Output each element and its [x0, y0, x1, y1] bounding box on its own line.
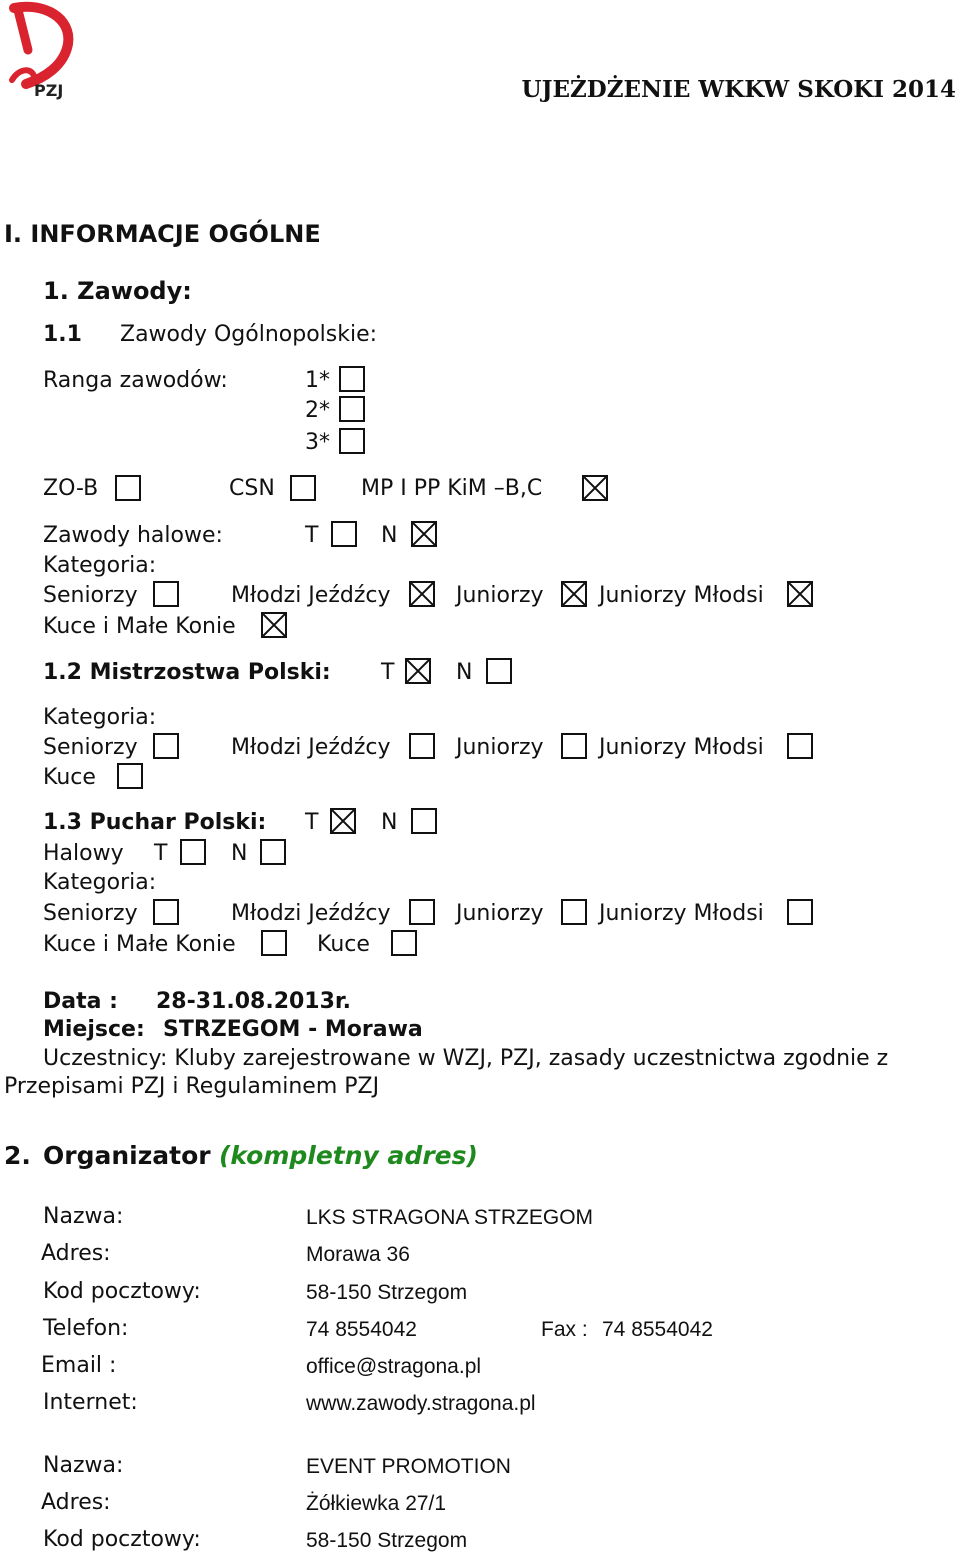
k1-jm-label: Juniorzy Młodsi — [599, 583, 764, 608]
ranga-label: Ranga zawodów: — [43, 368, 228, 393]
org1-fax-label: Fax : — [541, 1318, 588, 1341]
org1-internet-label: Internet: — [43, 1390, 138, 1415]
data-value: 28-31.08.2013r. — [156, 989, 351, 1014]
typ-zob-checkbox[interactable] — [115, 475, 141, 501]
ogolnopolskie-number: 1.1 — [43, 322, 82, 347]
ranga-2-label: 2* — [305, 398, 330, 423]
org1-email-link[interactable]: office@stragona.pl — [306, 1355, 482, 1378]
k2-seniorzy-checkbox[interactable] — [153, 733, 179, 759]
uczestnicy-line2: Przepisami PZJ i Regulaminem PZJ — [4, 1074, 380, 1099]
org1-telefon: 74 8554042 — [306, 1318, 417, 1341]
kategoria-3-label: Kategoria: — [43, 870, 157, 895]
ranga-2-checkbox[interactable] — [339, 396, 365, 422]
k3-mlodzi-label: Młodzi Jeźdźcy — [231, 901, 391, 926]
halowy-t-checkbox[interactable] — [180, 839, 206, 865]
logo-text: PZJ — [34, 81, 64, 100]
k2-mlodzi-checkbox[interactable] — [409, 733, 435, 759]
org2-adres-label: Adres: — [41, 1490, 111, 1515]
uczestnicy-line1: Uczestnicy: Kluby zarejestrowane w WZJ, PZJ, zasady uczestnictwa zgodnie z — [43, 1046, 889, 1071]
k2-mlodzi-label: Młodzi Jeźdźcy — [231, 735, 391, 760]
k1-mlodzi-label: Młodzi Jeźdźcy — [231, 583, 391, 608]
k2-juniorzy-label: Juniorzy — [456, 735, 544, 760]
organizator-note: (kompletny adres) — [219, 1141, 478, 1170]
org1-kod: 58-150 Strzegom — [306, 1281, 468, 1304]
k1-jm-checkbox[interactable] — [787, 581, 813, 607]
k3-mlodzi-checkbox[interactable] — [409, 899, 435, 925]
k1-seniorzy-label: Seniorzy — [43, 583, 138, 608]
k1-kuce-checkbox[interactable] — [261, 612, 287, 638]
miejsce-label: Miejsce: — [43, 1017, 145, 1042]
halowy-n-checkbox[interactable] — [260, 839, 286, 865]
org2-kod: 58-150 Strzegom — [306, 1529, 468, 1552]
org1-fax: 74 8554042 — [602, 1318, 713, 1341]
org2-nazwa: EVENT PROMOTION — [306, 1455, 511, 1478]
k3-jm-label: Juniorzy Młodsi — [599, 901, 764, 926]
k2-seniorzy-label: Seniorzy — [43, 735, 138, 760]
k2-jm-label: Juniorzy Młodsi — [599, 735, 764, 760]
org1-kod-label: Kod pocztowy: — [43, 1279, 201, 1304]
k3-juniorzy-checkbox[interactable] — [561, 899, 587, 925]
mp-t-label: T — [381, 660, 395, 685]
k2-juniorzy-checkbox[interactable] — [561, 733, 587, 759]
kategoria-1-label: Kategoria: — [43, 553, 157, 578]
typ-csn-checkbox[interactable] — [290, 475, 316, 501]
kategoria-2-label: Kategoria: — [43, 705, 157, 730]
mp-n-checkbox[interactable] — [486, 658, 512, 684]
k1-mlodzi-checkbox[interactable] — [409, 581, 435, 607]
halowe-n-checkbox[interactable] — [411, 521, 437, 547]
org2-adres: Żółkiewka 27/1 — [306, 1492, 447, 1515]
k2-jm-checkbox[interactable] — [787, 733, 813, 759]
ogolnopolskie-label: Zawody Ogólnopolskie: — [120, 322, 378, 347]
k1-juniorzy-checkbox[interactable] — [561, 581, 587, 607]
zawody-heading: 1. Zawody: — [43, 277, 192, 305]
org1-nazwa-label: Nazwa: — [43, 1204, 124, 1229]
pp-n-checkbox[interactable] — [411, 808, 437, 834]
puchar-heading: 1.3 Puchar Polski: — [43, 810, 267, 835]
halowe-t-label: T — [305, 523, 319, 548]
halowe-n-label: N — [381, 523, 398, 548]
pp-t-label: T — [305, 810, 319, 835]
org1-adres: Morawa 36 — [306, 1243, 410, 1266]
org2-nazwa-label: Nazwa: — [43, 1453, 124, 1478]
k3-juniorzy-label: Juniorzy — [456, 901, 544, 926]
section-title: I. INFORMACJE OGÓLNE — [4, 220, 321, 248]
typ-mp-checkbox[interactable] — [582, 475, 608, 501]
pp-n-label: N — [381, 810, 398, 835]
ranga-3-checkbox[interactable] — [339, 428, 365, 454]
typ-csn-label: CSN — [229, 476, 275, 501]
halowy-label: Halowy — [43, 841, 124, 866]
ranga-3-label: 3* — [305, 430, 330, 455]
ranga-1-label: 1* — [305, 368, 330, 393]
org1-email-label: Email : — [41, 1353, 117, 1378]
typ-mp-label: MP I PP KiM –B,C — [361, 476, 543, 501]
data-label: Data : — [43, 989, 118, 1014]
mp-t-checkbox[interactable] — [405, 658, 431, 684]
organizator-number: 2. — [4, 1141, 31, 1170]
k3-kuce-checkbox[interactable] — [391, 930, 417, 956]
org1-internet-link[interactable]: www.zawody.stragona.pl — [306, 1392, 536, 1415]
organizator-title: Organizator — [43, 1141, 211, 1170]
org2-kod-label: Kod pocztowy: — [43, 1527, 201, 1552]
k1-seniorzy-checkbox[interactable] — [153, 581, 179, 607]
halowy-t-label: T — [154, 841, 168, 866]
k1-kuce-label: Kuce i Małe Konie — [43, 614, 236, 639]
mistrzostwa-heading: 1.2 Mistrzostwa Polski: — [43, 660, 331, 685]
k3-kucemk-label: Kuce i Małe Konie — [43, 932, 236, 957]
k3-kuce-label: Kuce — [317, 932, 370, 957]
org1-adres-label: Adres: — [41, 1241, 111, 1266]
k2-kuce-checkbox[interactable] — [117, 763, 143, 789]
pp-t-checkbox[interactable] — [330, 808, 356, 834]
halowe-t-checkbox[interactable] — [331, 521, 357, 547]
org1-nazwa: LKS STRAGONA STRZEGOM — [306, 1206, 594, 1229]
miejsce-value: STRZEGOM - Morawa — [163, 1017, 423, 1042]
mp-n-label: N — [456, 660, 473, 685]
halowe-label: Zawody halowe: — [43, 523, 223, 548]
k3-seniorzy-checkbox[interactable] — [153, 899, 179, 925]
k3-seniorzy-label: Seniorzy — [43, 901, 138, 926]
typ-zob-label: ZO-B — [43, 476, 99, 501]
pzj-logo — [4, 0, 76, 100]
k3-kucemk-checkbox[interactable] — [261, 930, 287, 956]
k2-kuce-label: Kuce — [43, 765, 96, 790]
ranga-1-checkbox[interactable] — [339, 366, 365, 392]
halowy-n-label: N — [231, 841, 248, 866]
document-title: UJEŻDŻENIE WKKW SKOKI 2014 — [521, 76, 956, 103]
org1-telefon-label: Telefon: — [43, 1316, 129, 1341]
k3-jm-checkbox[interactable] — [787, 899, 813, 925]
k1-juniorzy-label: Juniorzy — [456, 583, 544, 608]
